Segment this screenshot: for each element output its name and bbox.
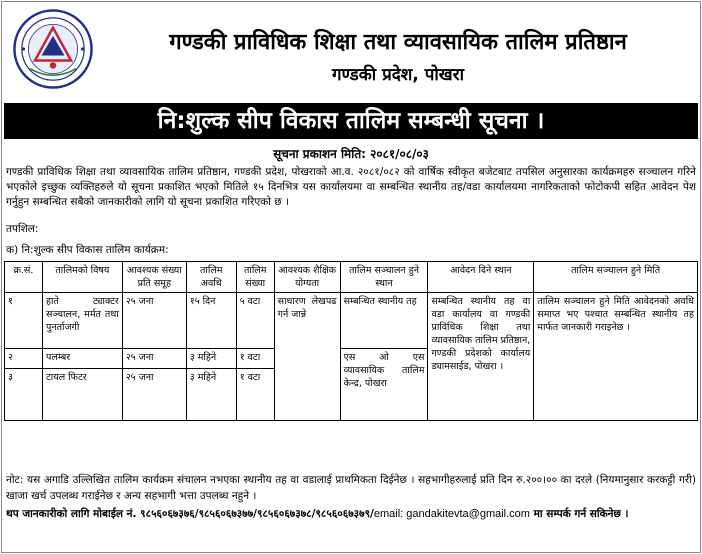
- cell-count: २५ जना: [122, 349, 186, 369]
- cell-duration: ३ महिने: [186, 369, 236, 421]
- footnote: नोट: यस अगाडि उल्लिखित तालिम कार्यक्रम संचालन नभएका स्थानीय तह वा वडालाई प्राथमिकता दिईनेछ । सहभागीहरुलाई प्रति दिन रु.२००।०० का दरले (नियमानुसार करकट्टी गरी) खाजा खर्च उपलब्ध गराईनेछ र अन्य सहभागी भत्ता उपलब्ध नहुने ।: [6, 474, 696, 502]
- header-serial: क्र.सं.: [5, 262, 43, 293]
- cell-serial: २: [5, 349, 43, 369]
- header-training-date: तालिम सञ्चालन हुने मिति: [534, 262, 698, 293]
- cell-batches: ५ वटा: [236, 293, 274, 349]
- details-label: तपशिल:: [6, 223, 39, 235]
- header-duration: तालिम अवधि: [186, 262, 236, 293]
- organization-title: गण्डकी प्राविधिक शिक्षा तथा व्यावसायिक तालिम प्रतिष्ठान: [169, 30, 627, 55]
- contact-suffix: मा सम्पर्क गर्न सकिनेछ ।: [533, 508, 629, 520]
- notice-banner-title: नि:शुल्क सीप विकास तालिम सम्बन्धी सूचना ।: [4, 103, 698, 139]
- header: [0, 0, 702, 98]
- cell-duration: १५ दिन: [186, 293, 236, 349]
- contact-email-link[interactable]: email: gandakitevta@gmail.com: [373, 508, 530, 520]
- header-required-count: आवश्यक संख्या प्रति समूह: [122, 262, 186, 293]
- publication-date: सूचना प्रकाशन मिति: २०८१/०८/०३: [273, 147, 429, 161]
- cell-subject: पलम्बर: [42, 349, 122, 369]
- contact-info: [6, 506, 696, 522]
- cell-serial: ३: [5, 369, 43, 421]
- cell-qualification: साधारण लेखपढ गर्न जान्ने: [274, 293, 340, 421]
- notice-intro-paragraph: गण्डकी प्राविधिक शिक्षा तथा व्यावसायिक तालिम प्रतिष्ठान, गण्डकी प्रदेश, पोखराको आ.व. २०८१/०८२ को वार्षिक स्वीकृत बजेटबाट तपसिल अनुसारका कार्यक्रमहरु सञ्चालन गरिने भएकोले इच्छुक व्यक्तिहरुले यो सूचना प्रकाशित भएको मितिले १५ दिनभित्र यस कार्यालयमा वा सम्बन्धित स्थानीय तह/वडा कार्यालयमा नागरिकताको फोटोकपी सहित आवेदन पेश गर्नुहुन सम्बन्धित सबैको जानकारीको लागि यो सूचना प्रकाशित गरिएको छ ।: [6, 166, 696, 208]
- cell-count: २५ जना: [122, 293, 186, 349]
- cell-subject: हाते ट्याक्टर सञ्चालन, मर्मत तथा पुनर्ताजगी: [42, 293, 122, 349]
- header-batches: तालिम संख्या: [236, 262, 274, 293]
- header-subject: तालिमको विषय: [42, 262, 122, 293]
- training-programs-table: [4, 261, 698, 421]
- table-header-row: [5, 262, 698, 293]
- section-a-heading: क) नि:शुल्क सीप विकास तालिम कार्यक्रम:: [6, 244, 169, 256]
- cell-application-place: सम्बन्धित स्थानीय तह वा वडा कार्यालय वा गण्डकी प्राविधिक शिक्षा तथा व्यावसायिक तालिम प्रतिष्ठान, गण्डकी प्रदेशको कार्यालय ड्यामसाईड, पोखरा ।: [428, 293, 534, 421]
- contact-phone-numbers: थप जानकारीको लागि मोबाईल नं. ९८५६०६७३७६/९८५६०६७३७७/९८५६०६७३७८/९८५६०६७३७९/: [6, 508, 374, 520]
- header-venue: तालिम सञ्चालन हुने स्थान: [340, 262, 428, 293]
- cell-count: २५ जना: [122, 369, 186, 421]
- cell-venue-sos: एस ओ एस व्यावसायिक तालिम केन्द्र, पोखरा: [340, 349, 428, 421]
- cell-subject: टायल फिटर: [42, 369, 122, 421]
- header-qualification: आवश्यक शैक्षिक योग्यता: [274, 262, 340, 293]
- header-application-place: आवेदन दिने स्थान: [428, 262, 534, 293]
- cell-batches: १ वटा: [236, 349, 274, 369]
- cell-serial: १: [5, 293, 43, 349]
- cell-batches: १ वटा: [236, 369, 274, 421]
- cell-venue-local: सम्बन्धित स्थानीय तह: [340, 293, 428, 349]
- institution-logo-emblem: [12, 8, 94, 90]
- organization-location: गण्डकी प्रदेश, पोखरा: [331, 65, 465, 85]
- cell-duration: ३ महिने: [186, 349, 236, 369]
- table-row: [5, 293, 698, 349]
- cell-training-date: तालिम सञ्चालन हुने मिति आवेदनको अवधि समाप्त भए पश्चात सम्बन्धित स्थानीय तह मार्फत जानकारी गराइनेछ ।: [534, 293, 698, 421]
